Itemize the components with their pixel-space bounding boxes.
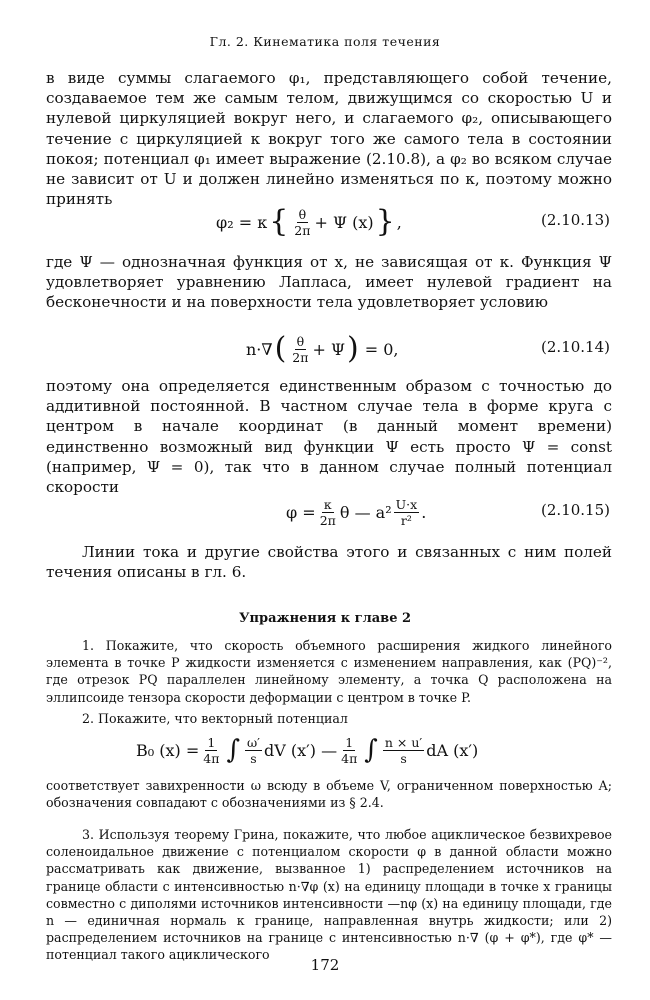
section-title: Упражнения к главе 2 [238, 611, 412, 626]
exercise-2-text: соответствует завихренности ω всюду в объеме V, ограниченном поверхностью A; обозначения совпадают с обозначениями из § 2.4. [46, 778, 612, 811]
eq2-number: (2.10.14) [541, 338, 610, 356]
equation-2-10-13: φ₂ = κ { $\frac{\theta}{2\pi}$ + Ψ (x) } , (2.10.13) [216, 204, 610, 239]
eq1-fraction: $\frac{\theta}{2\pi}$ [294, 206, 311, 238]
eq1-number: (2.10.13) [541, 211, 610, 229]
exercise-3: 3. Используя теорему Грина, покажите, что любое ациклическое безвихревое соленоидальное движение с потенциалом скорости φ в данной области можно рассматривать как движение, вызванное 1) распределением источников на границе области с интенсивностью n·∇φ (x) на единицу площади в точке x границы совместно с диполями источников интенсивности —nφ (x) на единицу площади, где n — единичная нормаль к границе, направленная внутрь жидкости; или 2) распределением источников на границе с интенсивностью n·∇ (φ + φ*), где φ* — потенциал такого ациклического [46, 827, 612, 963]
equation-vector-potential: B₀ (x) = $\frac{1}{4\pi}$ ∫ $\frac{\omega'}{s}$ dV (x′) — $\frac{1}{4\pi}$ ∫ $\frac{n \times u'}{s}$ dA (x′) [136, 734, 479, 766]
exercise-1: 1. Покажите, что скорость объемного расширения жидкого линейного элемента в точке P жидкости изменяется с изменением направления, как (PQ)⁻², где отрезок PQ параллелен линейному элементу, а точка Q расположена на эллипсоиде тензора скорости деформации с центром в точке P. [46, 638, 612, 705]
paragraph-4: Линии тока и другие свойства этого и связанных с ним полей течения описаны в гл. 6. [46, 543, 612, 582]
exercise-2-intro: 2. Покажите, что векторный потенциал [82, 711, 348, 726]
equation-2-10-15: φ = $\frac{\kappa}{2\pi}$ θ — a² $\frac{U\cdot x}{\text{r²}}$ . (2.10.15) [286, 496, 610, 528]
running-head: Гл. 2. Кинематика поля течения [209, 34, 441, 49]
eq1-lhs: φ₂ = κ [216, 212, 268, 232]
eq3-number: (2.10.15) [541, 501, 610, 519]
equation-2-10-14: n·∇ ( $\frac{\theta}{2\pi}$ + Ψ ) = 0, (2.10.14) [246, 331, 610, 366]
paragraph-3: поэтому она определяется единственным образом с точностью до аддитивной постоянной. В частном случае тела в форме круга с центром в начале координат (в данный момент времени) единственно возможный вид функции Ψ есть просто Ψ = const (например, Ψ = 0), так что в данном случае полный потенциал скорости [46, 377, 612, 497]
eq1-rest: + Ψ (x) [314, 212, 374, 232]
paragraph-2: где Ψ — однозначная функция от x, не зависящая от κ. Функция Ψ удовлетворяет уравнению Лапласа, имеет нулевой градиент на бесконечности и на поверхности тела удовлетворяет условию [46, 253, 612, 312]
page-number: 172 [310, 956, 340, 974]
paragraph-1: в виде суммы слагаемого φ₁, представляющего собой течение, создаваемое тем же самым телом, движущимся со скоростью U и нулевой циркуляцией вокруг него, и слагаемого φ₂, описывающего течение с циркуляцией κ вокруг того же самого тела в состоянии покоя; потенциал φ₁ имеет выражение (2.10.8), а φ₂ во всяком случае не зависит от U и должен линейно изменяться по κ, поэтому можно принять [46, 69, 612, 209]
